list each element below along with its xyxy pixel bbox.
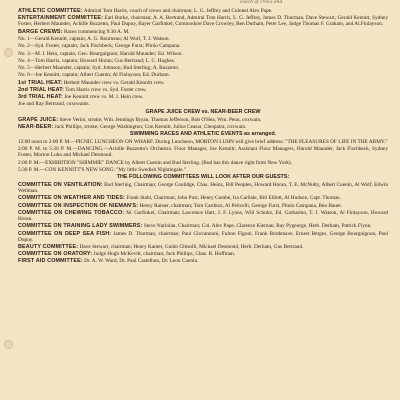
paragraph-body: Joe and Ray Bertrand, coxswains. [18,101,90,108]
paragraph-head: SWIMMING RACES AND ATHLETIC EVENTS as arranged. [129,131,277,138]
paragraph-body: No. 1—Gerald Kennitt, captain; A. G. Bourneau; Al Wolf, T. J. Watson. [18,35,170,42]
program-paragraph [18,29,388,35]
program-paragraph [18,195,388,201]
paragraph-head: COMMITTEE ON CHEWING TOBACCO: [18,209,125,216]
program-paragraph [18,160,388,166]
program-paragraph [18,210,388,222]
paragraph-body: Steve Verini, stroke; Wm. Jennings Bryan, Thomas Jefferson, Bob O'Hea, Wm. Penn, coxwain. [58,116,262,123]
program-paragraph [18,167,388,173]
paragraph-body: No. 6—Joe Kennitt, captain; Albert Cuenin; Al Finlayson; Ed. Durham. [18,72,170,79]
paragraph-body: No. 4—Tom Harris, captain; Howard Horan; Gus Bertrand; L. C. Hughes. [18,57,176,64]
paragraph-head: COMMITTEE ON DEEP SEA FISH: [18,230,112,237]
paragraph-head: 3rd TRIAL HEAT: [18,94,63,101]
paragraph-head: COMMITTEE ON VENTILATION: [18,181,103,188]
program-paragraph [18,223,388,229]
paragraph-head: COMMITTEE ON ORATORY: [18,251,93,258]
paragraph-body: 2:00 P. M. to 5:30 P. M.—DANCING.—Achille Buzzetto's Orchestra. Floor Manager, Joe Kennitt; Assistant Floor Managers, Harold Maunder, Jack Fischbeck, Sydney Foster, Morton Luhn and Michael Desmond. [18,146,388,159]
program-paragraph [18,80,388,86]
paragraph-body: 12:00 noon to 2:00 P. M.—PICNIC LUNCHEON ON WHARF. During Luncheon, MORTON LUHN will give brief address: "THE PLEASURES OF LIFE IN THE ARMY." [18,138,388,145]
paragraph-body: Tom Harris crew vs. Syd. Foster crew. [64,86,147,93]
paragraph-head: ENTERTAINMENT COMMITTEE: [18,15,104,22]
program-paragraph [18,124,388,130]
program-paragraph [18,231,388,243]
paragraph-body: James D. Thurman, chairman; Paul Giovannoni, Fulton Figoni, Frank Bordenave, Ernest Berges, George Bourguignon, Paul Dupuy. [18,230,388,243]
paragraph-body: Herbert Maunder crew vs. Gerald Kennitt crew. [62,79,165,86]
program-paragraph [18,146,388,158]
program-paragraph [18,58,388,64]
paragraph-body: Steve Nariolan, Chairman; Col. Alex Pape, Clarence Kiernan, Ray Pygeorge, Herb. Derham, Patrick Flynn. [142,223,372,230]
section-heading [18,174,388,180]
program-paragraph [18,94,388,100]
program-paragraph [18,15,388,27]
paragraph-head: GRAPE JUICE CREW vs. NEAR-BEER CREW [145,108,261,115]
program-paragraph [18,51,388,57]
paragraph-body: Judge Hugh McKevitt, chairman; Jack Phillips, Chas. R. Hoffman. [92,251,236,258]
paragraph-body: No. 3—M. I. Hein, captain; Geo. Bourguignon; Harold Maunder; Ed. Wilson. [18,50,183,57]
program-paragraph [18,65,388,71]
paragraph-body: Dr. A. W. Ward, Dr. Paul Castelhun, Dr. Leon Cuenin. [82,258,199,265]
program-paragraph [18,72,388,78]
program-paragraph [18,36,388,42]
program-paragraph [18,203,388,209]
section-heading [18,131,388,137]
paragraph-body: Earl Burke, chairman; A. A. Bertrand, Admiral Tom Harris, L. G. Jeffrey, James D. Thurman, Dave Stewart, Gerald Kennitt, Sydney Foster, Herbert Maunder, Achille Buzzetto, Paul Dupuy, Bayer Garfinkel, Commodore Dave Crowley, Ben Durham, Peter Lee, Judge Thomas F. Graham, and Al.Finlayson. [18,15,389,28]
paragraph-head: THE FOLLOWING COMMITTEES WILL LOOK AFTER OUR GUESTS: [116,174,290,181]
paragraph-head: 2nd TRIAL HEAT: [18,86,65,93]
program-paragraph [18,101,388,107]
paragraph-head: COMMITTEE ON INSPECTION OF NIEMAN'S: [18,202,139,209]
program-paragraph [18,43,388,49]
paragraph-head: COMMITTEE ON TRAINING LADY SWIMMERS: [18,223,143,230]
paragraph-body: Dave Stewart, chairman; Henry Kanter, Guido Ghisolli, Michael Desmond, Herb. Derham, Gus Bertrand. [78,243,304,250]
paragraph-head: GRAPE JUICE: [18,116,59,123]
paragraph-body: 5:30 P. M.—CON KENNITT'S NEW SONG: "My little Swedish Nightingale." [18,166,186,173]
paragraph-head: ATHLETIC COMMITTEE: [18,8,83,14]
section-heading [18,109,388,115]
paragraph-body: Bud Sterling, Chairman; George Coolidge, Chas. Heinz, Bill Peoples, Howard Horan, T. E. McNulty, Albert Cuenin, Al Wolf, Edwin Wellman. [18,181,388,195]
punch-hole [4,340,13,349]
paragraph-body: No. 2—Syd. Foster, captain; Jack Fischbeck; George Furst; Plinio Campana. [18,43,181,50]
paragraph-head: 1st TRIAL HEAT: [18,79,63,86]
program-paragraph [18,117,388,123]
program-paragraph [18,182,388,194]
paragraph-body: 2:00 P. M.—EXHIBITION "SHIMMIE" DANCE by Albert Cuenin and Bud Sterling. (Bud has this dance right from New York). [18,159,293,166]
paragraph-body: No. 5—Herbert Maunder, captain; Syd. Johnson; Bud Sterling; A. Buzzetto. [18,65,180,72]
paragraph-head: NEAR-BEER: [18,123,54,130]
program-paragraph [18,139,388,145]
program-content [18,8,388,265]
paragraph-head: BARGE CREWS: [18,28,63,35]
paragraph-body: M. Garfinkel, Chairman; Lawrence Hart, J. F. Lyons, Will Schultz, Ed. Garbarino, T. J. Watson, Al Finlayson, Howard Horan. [18,209,388,222]
paragraph-head: BEAUTY COMMITTEE: [18,243,79,250]
program-paragraph [18,8,388,14]
program-paragraph [18,87,388,93]
program-paragraph [18,244,388,250]
paragraph-body: Jack Phillips, stroke; George Washington; Con Kennitt, Julius Ceasar, Cleopatra, coxwain. [53,123,247,130]
program-paragraph [18,258,388,264]
program-paragraph [18,251,388,257]
paragraph-head: FIRST AID COMMITTEE: [18,258,83,265]
paragraph-body: Henry Ranser, chairman; Tom Cardozo, Al Pelicelli, George Furst, Plinio Campana, Ben Bauer. [138,202,343,209]
paragraph-head: COMMITTEE ON WEATHER AND TIDES: [18,195,126,202]
punch-hole [4,48,13,57]
header-fragment: coach of crews and [240,0,283,5]
paragraph-body: Races commencing 9:30 A. M. [62,28,130,35]
paragraph-body: Admiral Tom Harris, coach of crews and chairman; L. G. Jeffrey and Colonel Alex Pape. [82,8,273,14]
paragraph-body: Joe Kennitt crew vs. M. I. Hein crew. [62,94,144,101]
paragraph-body: Frank Stahl, Chairman; John Post, Henry Combe, Ira Carlisle, Bill Elliott, Al Hudson, Capt. Thomas. [125,195,341,202]
